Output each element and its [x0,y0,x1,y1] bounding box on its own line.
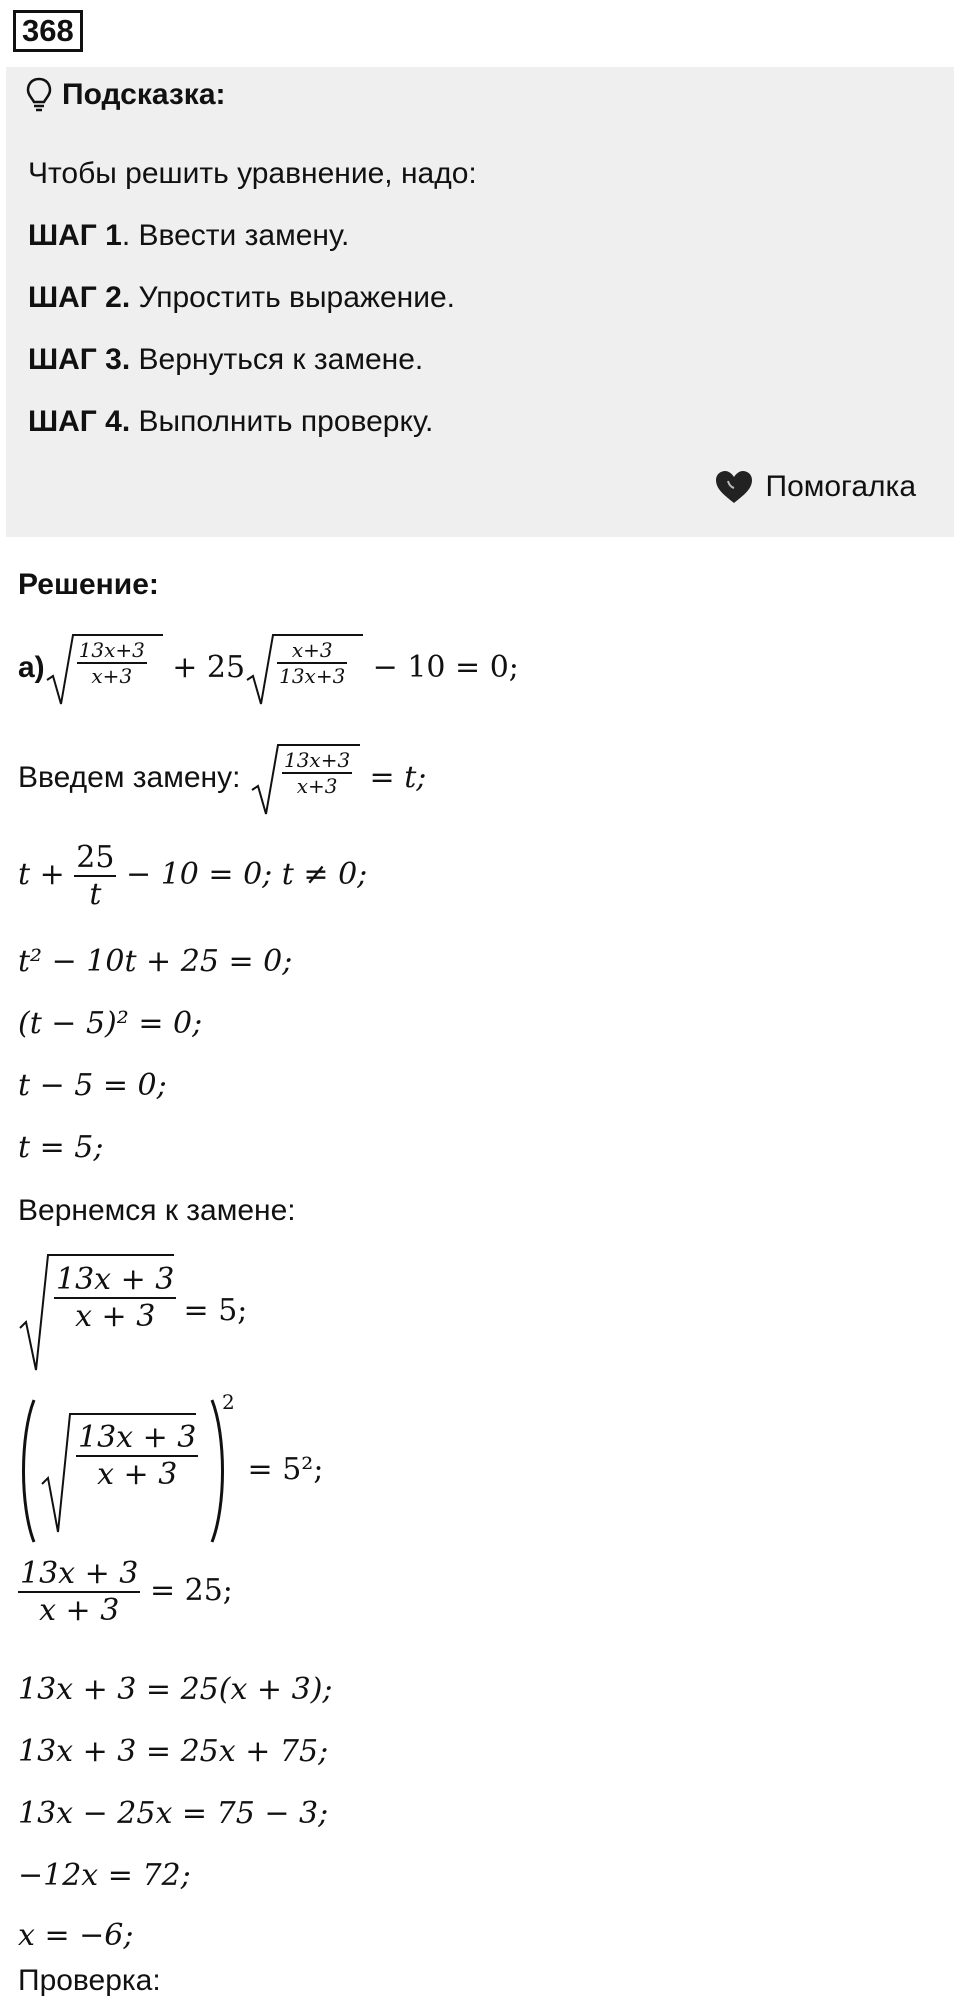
equation-t1: t + $\frac{25}{t}$ − 10 = 0; t ≠ 0; [18,840,368,912]
equation-main: а) $\frac{13x+3}{x+3}$ + 25 $\frac{x+3}{13x+3}$ − 10 = 0; [18,632,519,706]
hint-step-2: ШАГ 2. Упростить выражение. [28,281,456,314]
equation-x5: x = −6; [18,1918,134,1953]
hint-header [26,77,226,113]
equation-t5: t = 5; [18,1130,104,1165]
hint-step-3: ШАГ 3. Вернуться к замене. [28,343,424,376]
equation-t3: (t − 5)² = 0; [18,1006,203,1041]
solution-heading: Решение: [18,568,159,601]
equation-t2: t² − 10t + 25 = 0; [18,944,293,979]
equation-fraction: $\frac{13x + 3}{x + 3}$ = 25; [20,1556,233,1628]
equation-t4: t − 5 = 0; [18,1068,167,1103]
hint-intro: Чтобы решить уравнение, надо: [28,157,477,190]
equation-squared: $\frac{13x + 3}{x + 3}$ 2 = 5²; [18,1396,323,1546]
equation-x4: −12x = 72; [18,1858,191,1893]
hint-step-4: ШАГ 4. Выполнить проверку. [28,405,434,438]
equation-x1: 13x + 3 = 25(x + 3); [18,1672,333,1707]
hint-title: Подсказка: [62,78,226,111]
brand-link[interactable] [714,469,917,505]
heart-icon [714,469,754,505]
equation-sqrt: $\frac{13x + 3}{x + 3}$ = 5; [18,1252,247,1372]
check-heading: Проверка: [18,1964,161,1997]
lightbulb-icon [26,77,52,113]
back-substitution-text: Вернемся к замене: [18,1194,296,1227]
equation-x3: 13x − 25x = 75 − 3; [18,1796,329,1831]
hint-step-1: ШАГ 1. Ввести замену. [28,219,350,252]
task-number: 368 [13,10,83,52]
substitution-line: Введем замену: $\frac{13x+3}{x+3}$ = t; [18,742,426,816]
equation-x2: 13x + 3 = 25x + 75; [18,1734,329,1769]
hint-box [6,67,954,537]
brand-name: Помогалка [765,470,916,503]
